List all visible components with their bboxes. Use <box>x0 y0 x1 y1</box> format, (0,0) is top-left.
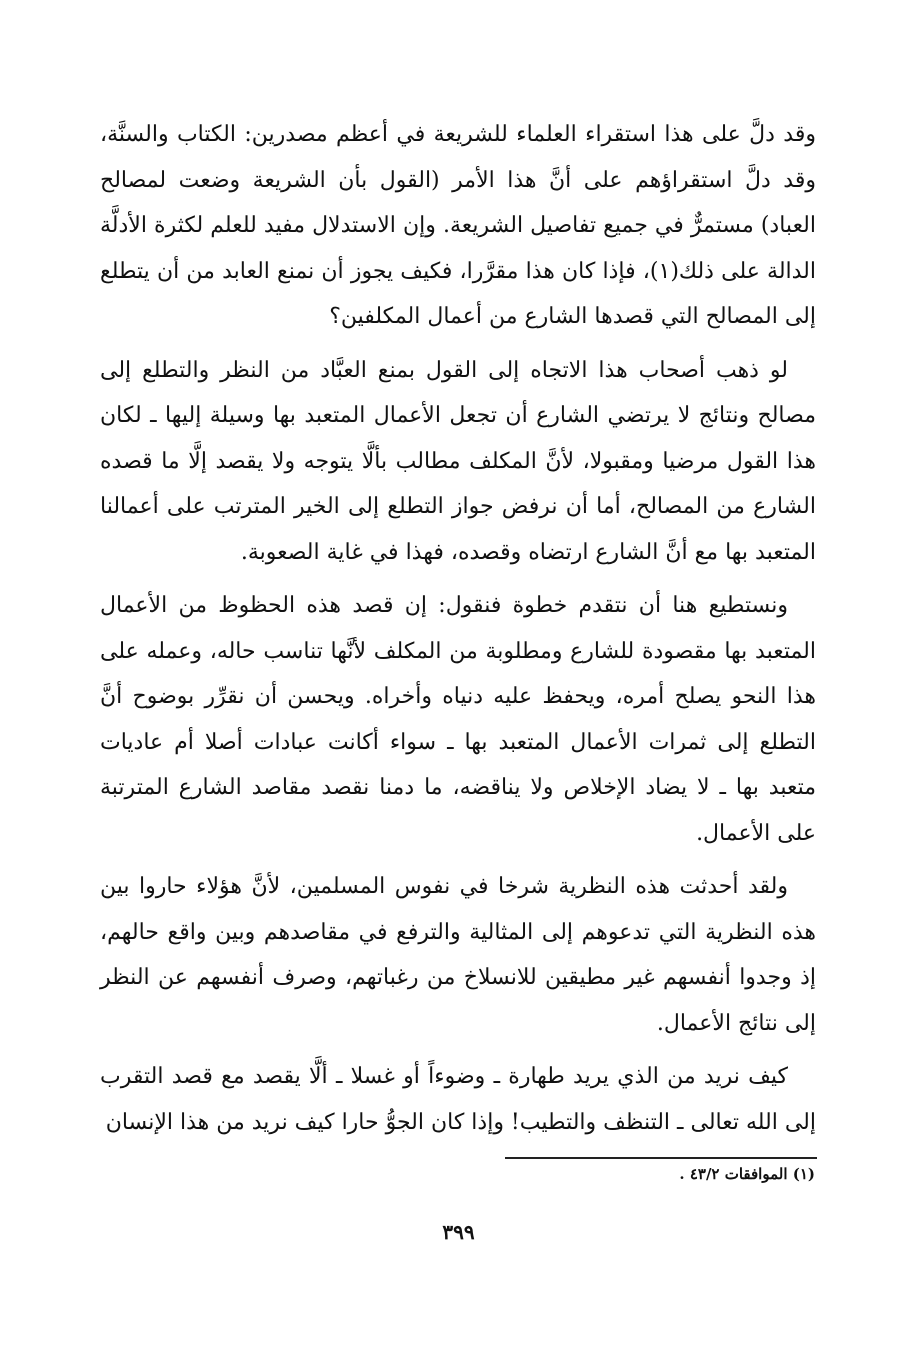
paragraph-2: لو ذهب أصحاب هذا الاتجاه إلى القول بمنع العبَّاد من النظر والتطلع إلى مصالح ونتائج لا يرتضي الشارع أن تجعل الأعمال المتعبد بها وسيلة إليها ـ لكان هذا القول مرضيا ومقبولا، لأنَّ المكلف مطالب بألَّا يتوجه ولا يقصد إلَّا ما قصده الشارع من المصالح، أما أن نرفض جواز التطلع إلى الخير المترتب على أعمالنا المتعبد بها مع أنَّ الشارع ارتضاه وقصده، فهذا في غاية الصعوبة. <box>100 357 816 565</box>
main-text <box>100 112 816 1153</box>
footnote: (١) الموافقات ٤٣/٢ . <box>679 1165 815 1183</box>
paragraph-5: كيف نريد من الذي يريد طهارة ـ وضوءاً أو غسلا ـ ألَّا يقصد مع قصد التقرب إلى الله تعالى ـ التنظف والتطيب! وإذا كان الجوُّ حارا كيف نريد من هذا الإنسان <box>100 1064 816 1135</box>
page-number: ٣٩٩ <box>442 1220 475 1244</box>
paragraph-4: ولقد أحدثت هذه النظرية شرخا في نفوس المسلمين، لأنَّ هؤلاء حاروا بين هذه النظرية التي تدعوهم إلى المثالية والترفع في مقاصدهم وبين واقع حالهم، إذ وجدوا أنفسهم غير مطيقين للانسلاخ من رغباتهم، وصرف أنفسهم عن النظر إلى نتائج الأعمال. <box>100 874 816 1036</box>
paragraph-1: وقد دلَّ على هذا استقراء العلماء للشريعة في أعظم مصدرين: الكتاب والسنَّة، وقد دلَّ استقراؤهم على أنَّ هذا الأمر (القول بأن الشريعة وضعت لمصالح العباد) مستمرٌّ في جميع تفاصيل الشريعة. وإن الاستدلال مفيد للعلم لكثرة الأدلَّة الدالة على ذلك(١)، فإذا كان هذا مقرَّرا، فكيف يجوز أن نمنع العابد من أن يتطلع إلى المصالح التي قصدها الشارع من أعمال المكلفين؟ <box>100 122 816 329</box>
footnote-divider <box>505 1157 817 1159</box>
paragraph-3: ونستطيع هنا أن نتقدم خطوة فنقول: إن قصد هذه الحظوظ من الأعمال المتعبد بها مقصودة للشارع ومطلوبة من المكلف لأنَّها تناسب حاله، وعمله على هذا النحو يصلح أمره، ويحفظ عليه دنياه وأخراه. ويحسن أن نقرِّر بوضوح أنَّ التطلع إلى ثمرات الأعمال المتعبد بها ـ سواء أكانت عبادات أصلا أم عاديات متعبد بها ـ لا يضاد الإخلاص ولا يناقضه، ما دمنا نقصد مقاصد الشارع المترتبة على الأعمال. <box>100 593 816 846</box>
